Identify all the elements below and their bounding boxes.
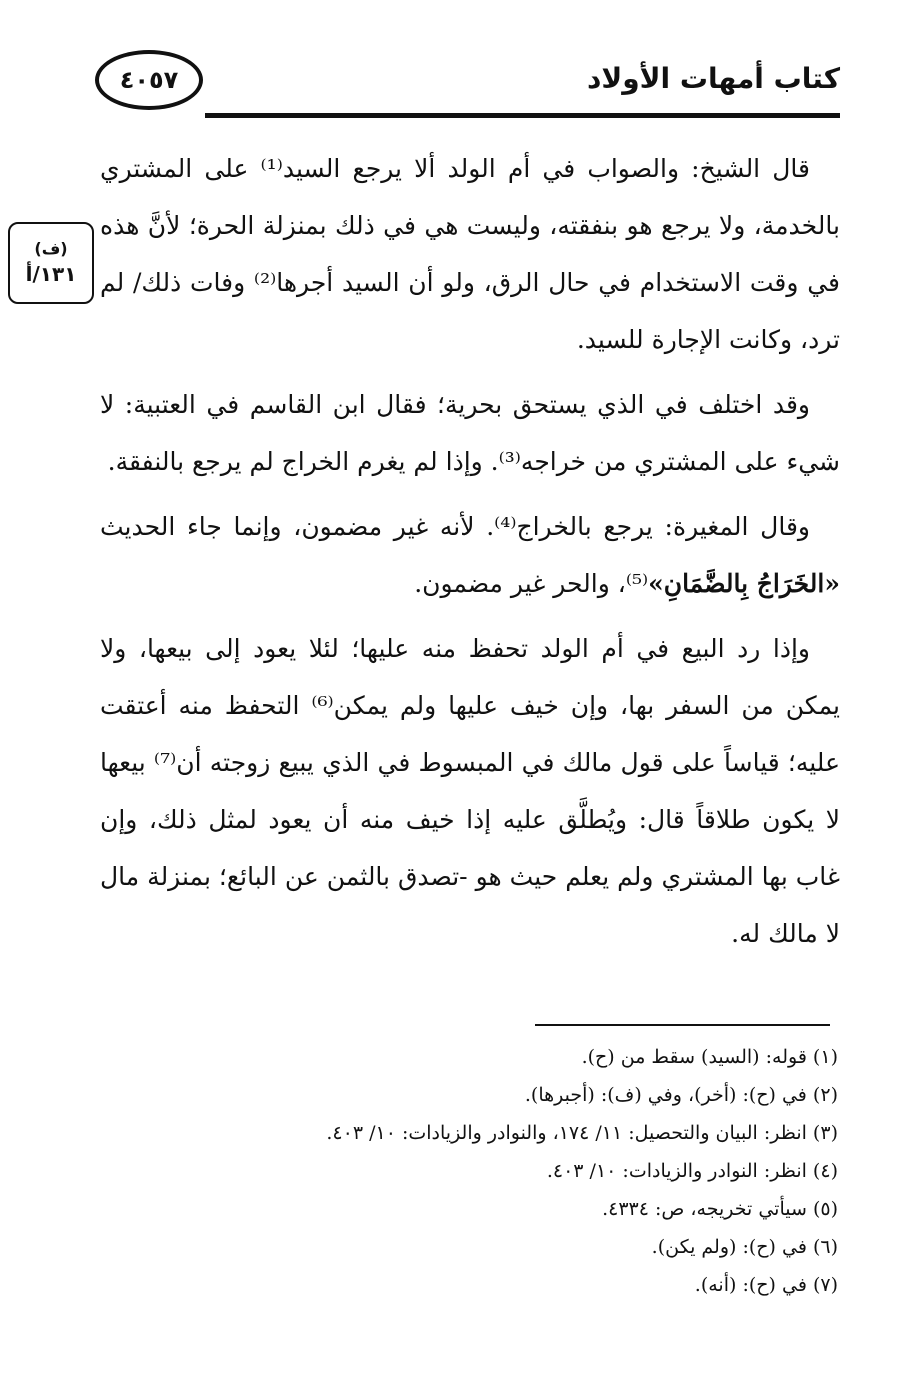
paragraph-text: قال الشيخ: والصواب في أم الولد ألا يرجع السيد⁽¹⁾ على المشتري بالخدمة، ولا يرجع هو بنفقته، وليست هي في ذلك بمنزلة الحرة؛ لأنَّ هذه في وقت الاستخدام في حال الرق، ولو أن السيد أجرها⁽²⁾ وفات ذلك/ لم ترد، وكانت الإجارة للسيد. (100, 154, 840, 354)
page-header (95, 40, 840, 125)
paragraph-text: وقد اختلف في الذي يستحق بحرية؛ فقال ابن القاسم في العتبية: لا شيء على المشتري من خراجه⁽³⁾. وإذا لم يغرم الخراج لم يرجع بالنفقة. (100, 390, 840, 476)
paragraph-4 (100, 620, 840, 962)
main-text (100, 140, 840, 970)
footnote-separator (535, 1024, 830, 1026)
footnotes (100, 1038, 838, 1304)
paragraph-2 (100, 376, 840, 490)
paragraph-text: وإذا رد البيع في أم الولد تحفظ منه عليها؛ لئلا يعود إلى بيعها، ولا يمكن من السفر بها، وإن خيف عليها ولم يمكن⁽⁶⁾ التحفظ منه أعتقت عليه؛ قياساً على قول مالك في المبسوط في الذي يبيع زوجته أن⁽⁷⁾ بيعها لا يكون طلاقاً قال: ويُطلَّق عليه إذا خيف منه أن يعود لمثل ذلك، وإن غاب بها المشتري ولم يعلم حيث هو -تصدق بالثمن عن البائع؛ بمنزلة مال لا مالك له. (100, 634, 840, 948)
page-number: ٤٠٥٧ (119, 66, 179, 94)
footnote-4: (٤) انظر: النوادر والزيادات: ١٠/ ٤٠٣. (546, 1160, 838, 1182)
paragraph-3 (100, 498, 840, 612)
footnote-6: (٦) في (ح): (ولم يكن). (651, 1236, 838, 1258)
book-title: كتاب أمهات الأولاد (587, 62, 840, 95)
footnote-1: (١) قوله: (السيد) سقط من (ح). (581, 1046, 838, 1068)
manuscript-folio-note (8, 222, 94, 304)
footnote-7: (٧) في (ح): (أنه). (694, 1274, 838, 1296)
hadith-quote: «الخَرَاجُ بِالضَّمَانِ» (648, 569, 840, 598)
paragraph-text: ⁽⁵⁾، والحر غير مضمون. (414, 569, 649, 598)
paragraph-1 (100, 140, 840, 368)
footnote-3: (٣) انظر: البيان والتحصيل: ١١/ ١٧٤، والنوادر والزيادات: ١٠/ ٤٠٣. (326, 1122, 838, 1144)
header-rule (205, 113, 840, 118)
folio-number: ١٣١/أ (25, 262, 77, 286)
paragraph-text: وقال المغيرة: يرجع بالخراج⁽⁴⁾. لأنه غير مضمون، وإنما جاء الحديث (100, 512, 810, 541)
footnote-2: (٢) في (ح): (أخر)، وفي (ف): (أجبرها). (524, 1084, 838, 1106)
footnote-5: (٥) سيأتي تخريجه، ص: ٤٣٣٤. (602, 1198, 838, 1220)
manuscript-siglum: (ف) (34, 239, 68, 258)
page-number-oval (95, 50, 203, 110)
